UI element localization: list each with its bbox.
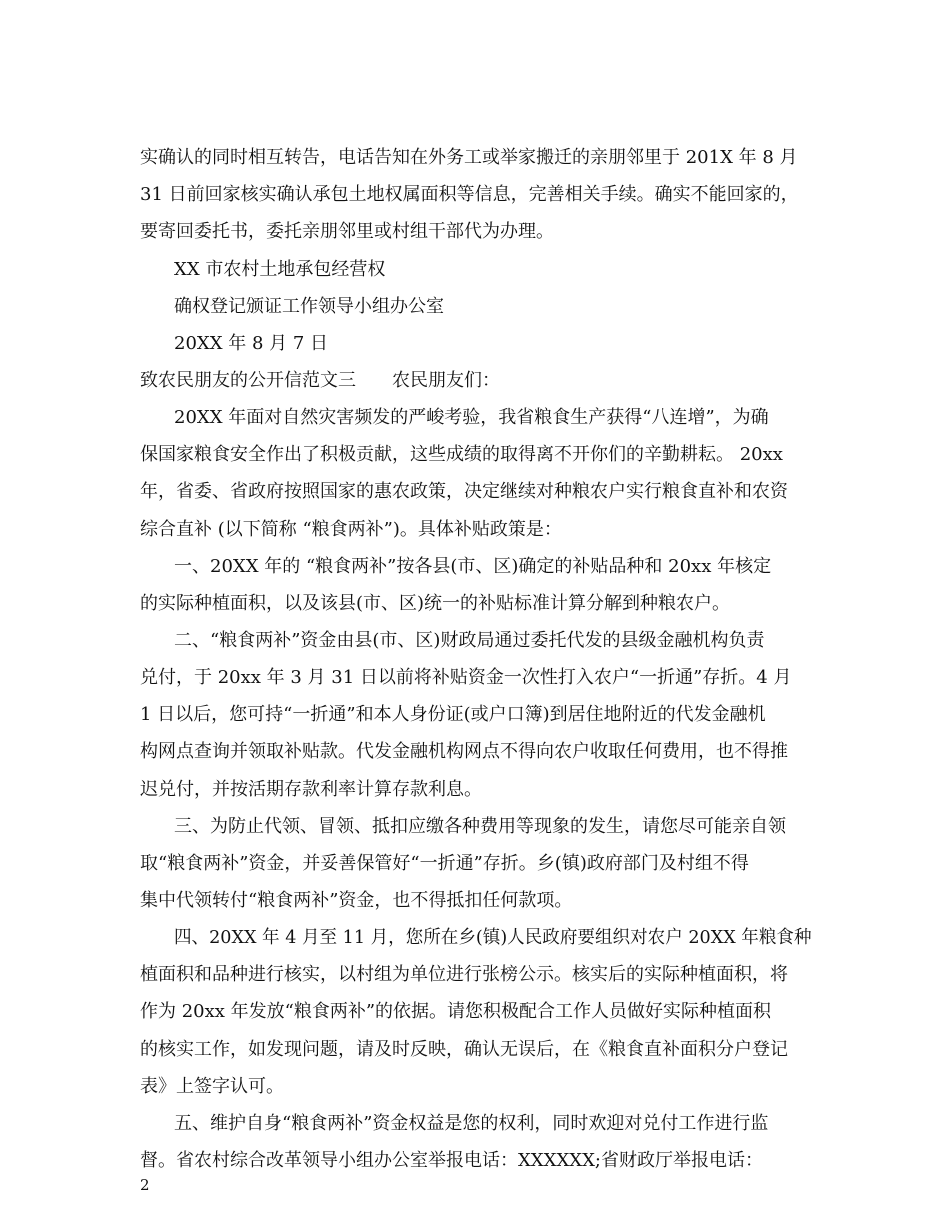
- body-text-line: 一、20XX 年的 “粮食两补”按各县(市、区)确定的补贴品种和 20xx 年核定: [174, 556, 772, 577]
- signature-org-line: XX 市农村土地承包经营权: [174, 259, 386, 280]
- body-text-line: 构网点查询并领取补贴款。代发金融机构网点不得向农户收取任何费用，也不得推: [140, 741, 788, 762]
- body-text-line: 兑付，于 20xx 年 3 月 31 日以前将补贴资金一次性打入农户“一折通”存折。4 月: [140, 667, 792, 688]
- body-text-line: 五、维护自身“粮食两补”资金权益是您的权利，同时欢迎对兑付工作进行监: [174, 1113, 769, 1134]
- body-text-line: 四、20XX 年 4 月至 11 月，您所在乡(镇)人民政府要组织对农户 20XX 年粮食种: [174, 927, 812, 948]
- body-text-line: 实确认的同时相互转告，电话告知在外务工或举家搬迁的亲朋邻里于 201X 年 8 月: [140, 147, 798, 168]
- body-text-line: 二、“粮食两补”资金由县(市、区)财政局通过委托代发的县级金融机构负责: [174, 630, 765, 651]
- body-text-line: 的核实工作，如发现问题，请及时反映，确认无误后，在《粮食直补面积分户登记: [140, 1039, 788, 1060]
- body-text-line: 作为 20xx 年发放“粮食两补”的依据。请您积极配合工作人员做好实际种植面积: [140, 1001, 772, 1022]
- body-text-line: 综合直补 (以下简称 “粮食两补”)。具体补贴政策是：: [140, 519, 562, 540]
- body-text-line: 迟兑付，并按活期存款利率计算存款利息。: [140, 779, 482, 800]
- body-text-line: 要寄回委托书，委托亲朋邻里或村组干部代为办理。: [140, 221, 554, 242]
- body-text-line: 31 日前回家核实确认承包土地权属面积等信息，完善相关手续。确实不能回家的，: [140, 184, 799, 205]
- page-number: 2: [140, 1176, 150, 1194]
- body-text-line: 取“粮食两补”资金，并妥善保管好“一折通”存折。乡(镇)政府部门及村组不得: [140, 853, 749, 874]
- body-text-line: 三、为防止代领、冒领、抵扣应缴各种费用等现象的发生，请您尽可能亲自领: [174, 816, 786, 837]
- body-text-line: 保国家粮食安全作出了积极贡献，这些成绩的取得离不开你们的辛勤耕耘。 20xx: [140, 444, 783, 465]
- body-text-line: 年，省委、省政府按照国家的惠农政策，决定继续对种粮农户实行粮食直补和农资: [140, 481, 788, 502]
- signature-date-line: 20XX 年 8 月 7 日: [174, 333, 329, 354]
- section-heading: 致农民朋友的公开信范文三 农民朋友们：: [140, 370, 500, 391]
- body-text-line: 20XX 年面对自然灾害频发的严峻考验，我省粮食生产获得“八连增”，为确: [174, 407, 769, 428]
- body-text-line: 植面积和品种进行核实，以村组为单位进行张榜公示。核实后的实际种植面积，将: [140, 964, 788, 985]
- body-text-line: 集中代领转付“粮食两补”资金，也不得抵扣任何款项。: [140, 890, 573, 911]
- body-text-line: 1 日以后，您可持“一折通”和本人身份证(或户口簿)到居住地附近的代发金融机: [140, 704, 766, 725]
- signature-office-line: 确权登记颁证工作领导小组办公室: [174, 296, 444, 317]
- body-text-line: 的实际种植面积，以及该县(市、区)统一的补贴标准计算分解到种粮农户。: [140, 593, 731, 614]
- body-text-line: 督。省农村综合改革领导小组办公室举报电话：XXXXXX;省财政厅举报电话：: [140, 1150, 763, 1171]
- body-text-line: 表》上签字认可。: [140, 1076, 284, 1097]
